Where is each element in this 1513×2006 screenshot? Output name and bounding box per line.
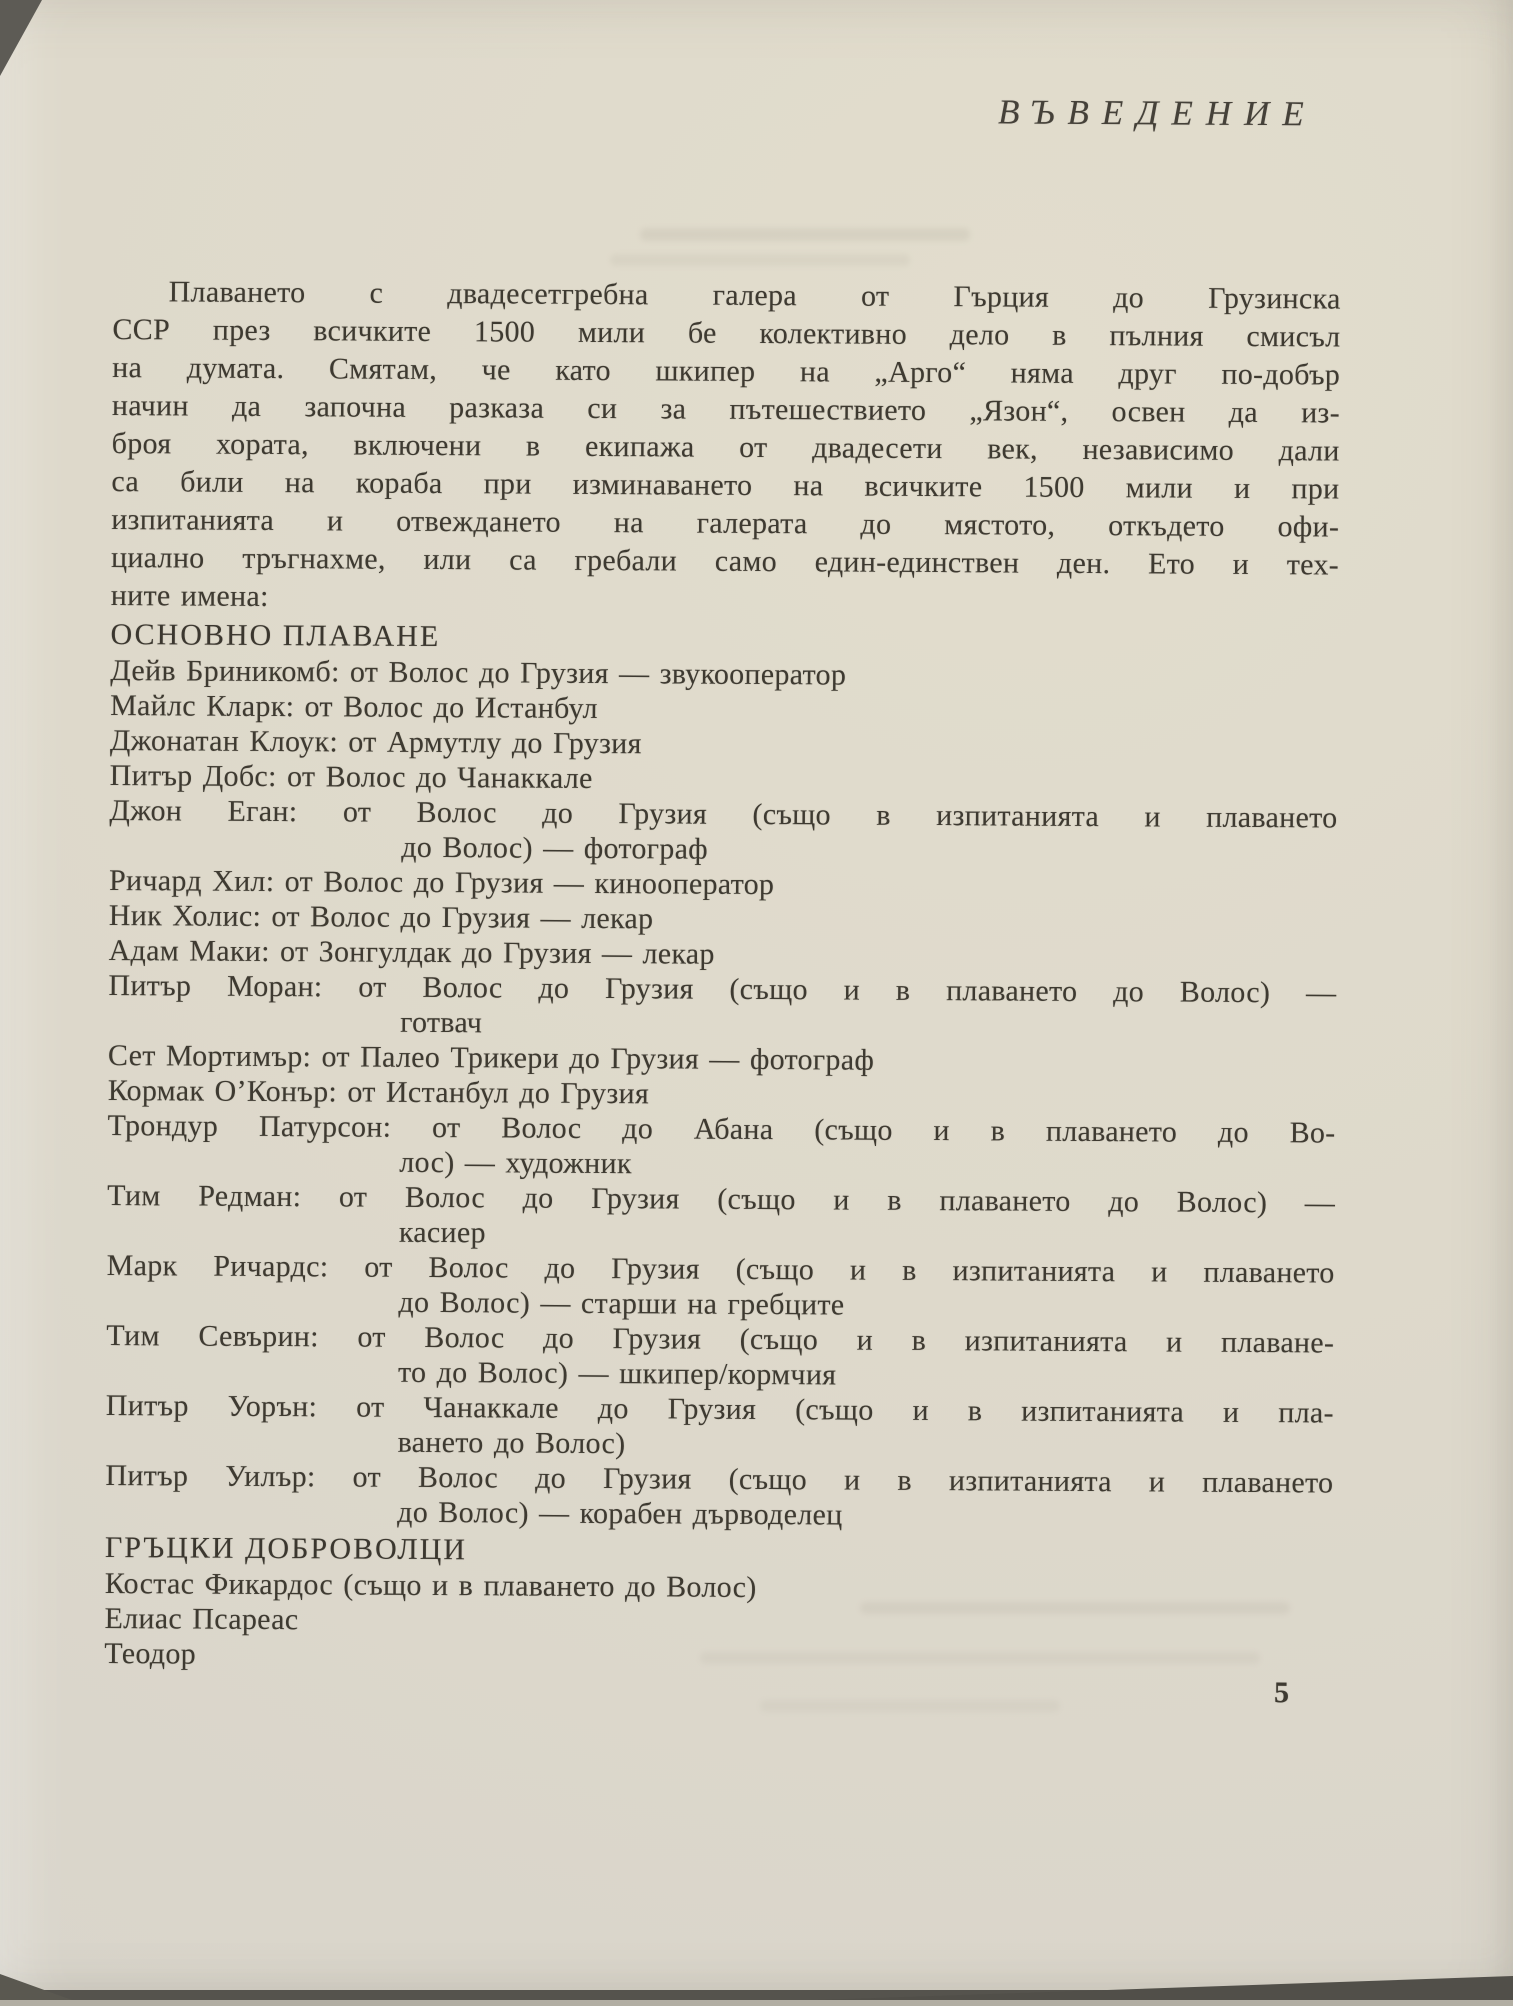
text-line: начин да започна разказа си за пътешествието „Язон“, освен да из-	[112, 387, 1340, 433]
text-line: Питър Уорън: от Чанаккале до Грузия (също и в изпитанията и пла-	[106, 1388, 1334, 1431]
text-line: Майлс Кларк: от Волос до Истанбул	[110, 688, 1338, 731]
text-line: Кормак О’Конър: от Истанбул до Грузия	[108, 1073, 1336, 1116]
text-line: Питър Моран: от Волос до Грузия (също и в плаването до Волос) —	[108, 968, 1336, 1011]
text-line: Джонатан Клоук: от Армутлу до Грузия	[110, 723, 1338, 766]
text-line: циално тръгнахме, или са гребали само един-единствен ден. Ето и тех-	[111, 539, 1339, 585]
text-line: то до Волос) — шкипер/кормчия	[106, 1353, 1334, 1396]
text-line: готвач	[108, 1003, 1336, 1046]
text-line: броя хората, включени в екипажа от двадесети век, независимо дали	[112, 425, 1340, 471]
text-line: Питър Добс: от Волос до Чанаккале	[110, 758, 1338, 801]
crew-list-greek	[104, 1566, 1333, 1678]
intro-paragraph	[111, 273, 1341, 622]
text-line: ните имена:	[111, 577, 1339, 623]
text-line: Тим Редман: от Волос до Грузия (също и в плаването до Волос) —	[107, 1178, 1335, 1221]
text-line: Ник Холис: от Волос до Грузия — лекар	[109, 898, 1337, 941]
text-line: Елиас Псареас	[104, 1601, 1332, 1644]
text-line: Тим Севърин: от Волос до Грузия (също и в изпитанията и плаване-	[106, 1318, 1334, 1361]
text-line: до Волос) — старши на гребците	[106, 1283, 1334, 1326]
text-line: Плаването с двадесетгребна галера от Гърция до Грузинска	[113, 273, 1341, 319]
text-block	[104, 273, 1341, 1678]
text-line: Теодор	[104, 1636, 1332, 1679]
chapter-heading: ВЪВЕДЕНИЕ	[998, 92, 1317, 134]
crew-list-main	[105, 653, 1338, 1535]
text-line: Дейв Бриникомб: от Волос до Грузия — звукооператор	[110, 653, 1338, 696]
text-line: са били на кораба при изминаването на всичките 1500 мили и при	[111, 463, 1339, 509]
text-line: касиер	[107, 1213, 1335, 1256]
text-line: изпитанията и отвеждането на галерата до мястото, откъдето офи-	[111, 501, 1339, 547]
text-line: Костас Фикардос (също и в плаването до Волос)	[105, 1566, 1333, 1609]
text-line: на думата. Смятам, че като шкипер на „Арго“ няма друг по-добър	[112, 349, 1340, 395]
text-line: до Волос) — фотограф	[109, 828, 1337, 871]
text-line: Адам Маки: от Зонгулдак до Грузия — лекар	[109, 933, 1337, 976]
text-line: Питър Уилър: от Волос до Грузия (също и в изпитанията и плаването	[105, 1458, 1333, 1501]
text-line: Марк Ричардс: от Волос до Грузия (също и в изпитанията и плаването	[107, 1248, 1335, 1291]
section-heading-greek-volunteers: ГРЪЦКИ ДОБРОВОЛЦИ	[105, 1530, 1333, 1574]
text-line: Сет Мортимър: от Палео Трикери до Грузия — фотограф	[108, 1038, 1336, 1081]
text-line: ването до Волос)	[106, 1423, 1334, 1466]
text-line: Ричард Хил: от Волос до Грузия — кинооператор	[109, 863, 1337, 906]
section-heading-main-voyage: ОСНОВНО ПЛАВАНЕ	[110, 617, 1338, 661]
text-line: лос) — художник	[107, 1143, 1335, 1186]
text-line: Джон Еган: от Волос до Грузия (също в изпитанията и плаването	[109, 793, 1337, 836]
page-number: 5	[1274, 1676, 1289, 1710]
text-line: до Волос) — корабен дърводелец	[105, 1493, 1333, 1536]
text-line: Трондур Патурсон: от Волос до Абана (също и в плаването до Во-	[107, 1108, 1335, 1151]
text-line: ССР през всичките 1500 мили бе колективно дело в пълния смисъл	[112, 311, 1340, 357]
